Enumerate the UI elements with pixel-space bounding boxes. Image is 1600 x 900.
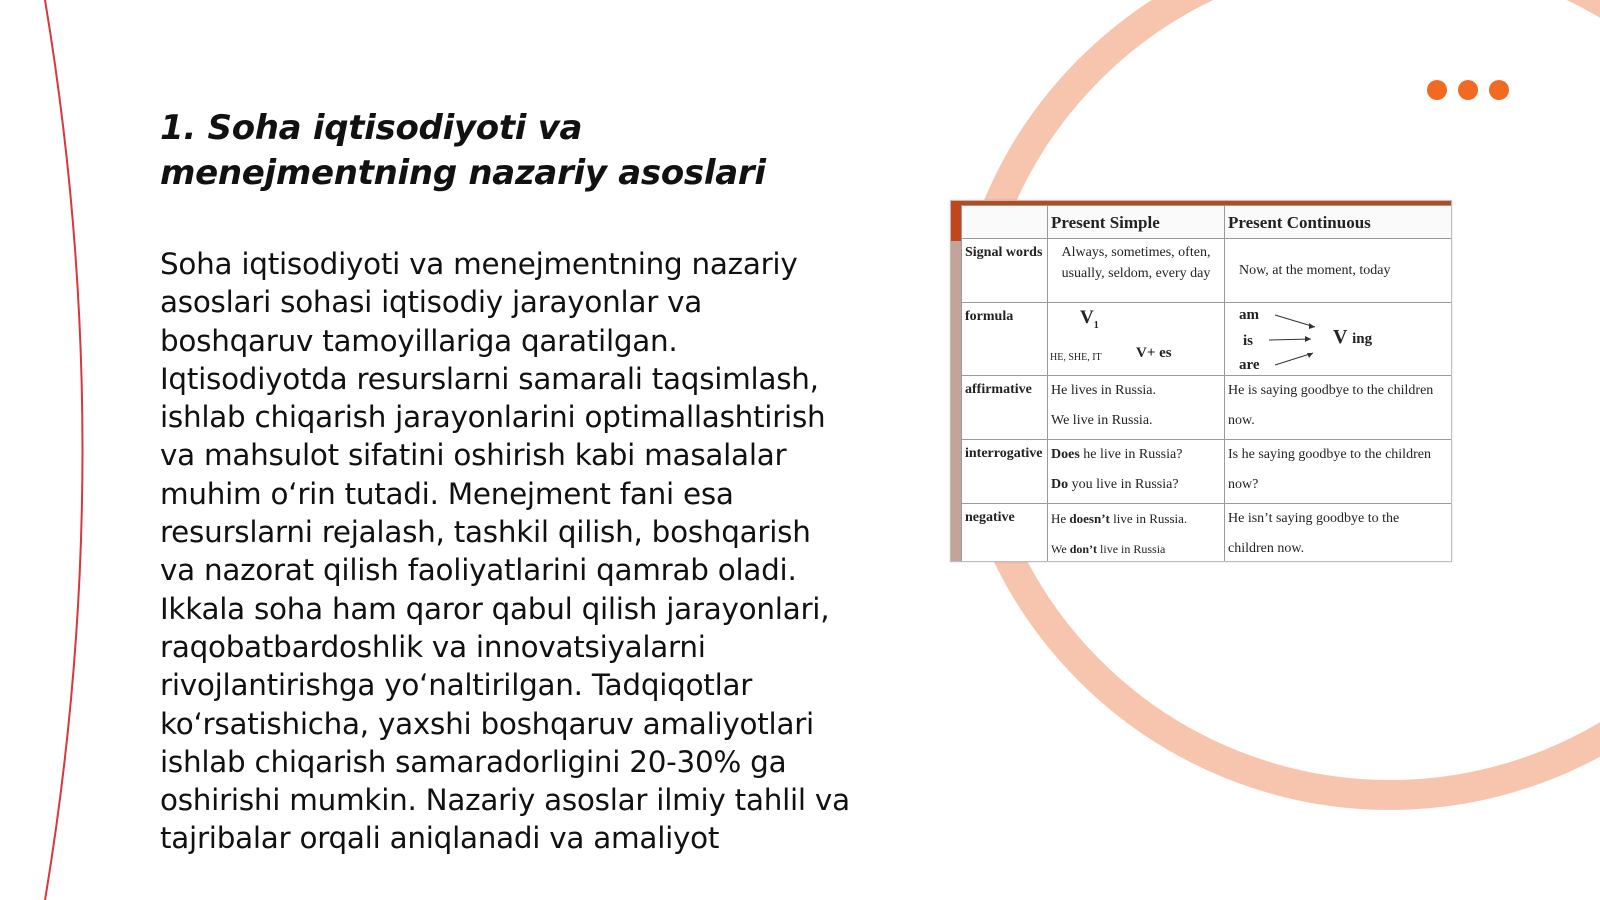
row-label-affirmative: affirmative — [962, 376, 1048, 440]
affirmative-simple-1: He lives in Russia. — [1051, 383, 1156, 398]
grammar-table — [961, 205, 1452, 562]
negative-simple-1: He doesn’t live in Russia. — [1051, 511, 1188, 526]
row-label-signal-words: Signal words — [962, 239, 1048, 303]
cell-formula-continuous — [1225, 303, 1452, 376]
table-header-row — [962, 206, 1452, 239]
cell-negative-simple — [1048, 504, 1225, 563]
header-empty — [962, 206, 1048, 239]
table-side-bar-accent — [951, 201, 961, 241]
header-present-continuous: Present Continuous — [1225, 206, 1452, 239]
formula-v1: $V_1$ — [1080, 307, 1099, 331]
formula-are: are — [1239, 357, 1260, 373]
slide-body-text: Soha iqtisodiyoti va menejmentning nazariy asoslari sohasi iqtisodiy jarayonlar va boshqaruv tamoyillariga qaratilgan. Iqtisodiyotda resurslarni samarali taqsimlash, ishlab chiqarish jarayonlarini optimallashtirish va mahsulot sifatini oshirish kabi masalalar muhim o‘rin tutadi. Menejment fani esa resurslarni rejalash, tashkil qilish, boshqarish va nazorat qilish faoliyatlarini qamrab oladi. Ikkala soha ham qaror qabul qilish jarayonlari, raqobatbardoshlik va innovatsiyalarni rivojlantirishga yo‘naltirilgan. Tadqiqotlar ko‘rsatishicha, yaxshi boshqaruv amaliyotlari ishlab chiqarish samaradorligini 20-30% ga oshirishi mumkin. Nazariy asoslar ilmiy tahlil va tajribalar orqali aniqlanadi va amaliyot — [160, 247, 850, 856]
cell-formula-simple — [1048, 303, 1225, 376]
dot-3 — [1489, 80, 1509, 100]
dot-2 — [1458, 80, 1478, 100]
cell-signal-simple: Always, sometimes, often, usually, seldom, every day — [1048, 239, 1225, 303]
row-label-formula: formula — [962, 303, 1048, 376]
cell-negative-continuous: He isn’t saying goodbye to the children now. — [1225, 504, 1452, 563]
interrogative-simple-2: Do you live in Russia? — [1051, 477, 1179, 492]
table-row-formula — [962, 303, 1452, 376]
formula-v-ing: V ing — [1333, 326, 1373, 348]
header-present-simple: Present Simple — [1048, 206, 1225, 239]
table-row-interrogative — [962, 440, 1452, 504]
red-curve-line — [45, 0, 83, 900]
cell-affirmative-continuous: He is saying goodbye to the children now. — [1225, 376, 1452, 440]
table-row-signal-words — [962, 239, 1452, 303]
formula-am: am — [1239, 307, 1259, 323]
cell-interrogative-simple — [1048, 440, 1225, 504]
formula-he-she-it: HE, SHE, IT — [1050, 352, 1102, 363]
affirmative-simple-2: We live in Russia. — [1051, 413, 1153, 428]
interrogative-simple-1: Does he live in Russia? — [1051, 447, 1183, 462]
slide-title: 1. Soha iqtisodiyoti va menejmentning nazariy asoslari — [160, 108, 766, 193]
row-label-interrogative: interrogative — [962, 440, 1048, 504]
cell-signal-continuous: Now, at the moment, today — [1225, 239, 1452, 303]
table-side-bar — [951, 201, 961, 561]
table-row-negative — [962, 504, 1452, 563]
cell-affirmative-simple — [1048, 376, 1225, 440]
grammar-table-image — [950, 200, 1452, 562]
dot-1 — [1427, 80, 1447, 100]
formula-is: is — [1243, 333, 1254, 349]
cell-interrogative-continuous: Is he saying goodbye to the children now? — [1225, 440, 1452, 504]
negative-simple-2: We don’t live in Russia — [1051, 542, 1166, 556]
row-label-negative: negative — [962, 504, 1048, 563]
table-row-affirmative — [962, 376, 1452, 440]
formula-v-es: V+ es — [1136, 345, 1172, 361]
